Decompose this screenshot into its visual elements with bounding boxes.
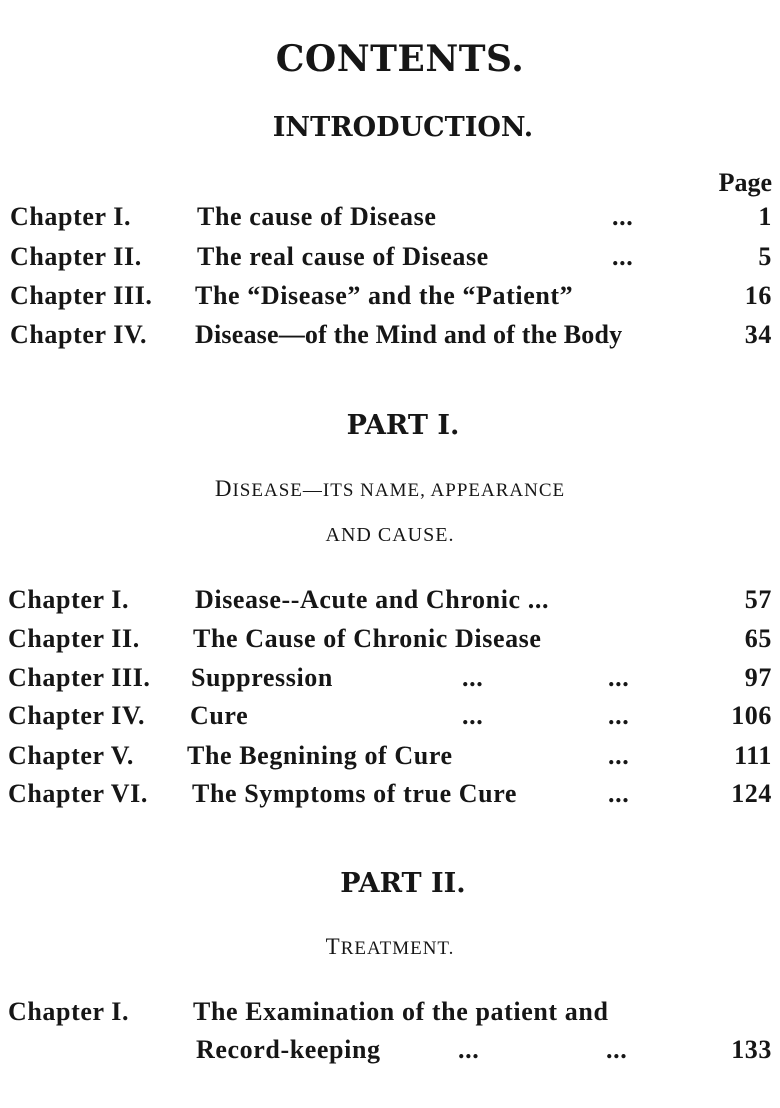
toc-entry[interactable] xyxy=(0,281,780,315)
page-number: 16 xyxy=(744,281,772,310)
chapter-title: Cure xyxy=(190,701,249,730)
page-number: 133 xyxy=(731,1035,772,1064)
toc-entry[interactable] xyxy=(0,779,780,813)
chapter-title: Disease--Acute and Chronic ... xyxy=(195,585,550,614)
introduction-heading: INTRODUCTION. xyxy=(272,112,534,143)
chapter-label: Chapter V. xyxy=(8,741,134,770)
leader-dots: ... xyxy=(612,202,634,231)
toc-entry[interactable] xyxy=(0,320,780,354)
part2-heading: PART II. xyxy=(340,868,466,899)
part2-subtitle xyxy=(0,934,780,960)
toc-entry[interactable] xyxy=(0,202,780,236)
toc-entry[interactable] xyxy=(0,663,780,697)
leader-dots: ... xyxy=(462,663,484,692)
contents-title: CONTENTS. xyxy=(275,38,525,80)
chapter-title: The “Disease” and the “Patient” xyxy=(195,281,574,310)
chapter-title: The Examination of the patient and xyxy=(193,997,609,1026)
subtitle-cap: D xyxy=(214,476,233,501)
chapter-label: Chapter VI. xyxy=(8,779,148,808)
page-number: 5 xyxy=(758,242,772,271)
page-number: 111 xyxy=(734,741,772,770)
chapter-title: The Symptoms of true Cure xyxy=(192,779,518,808)
leader-dots: ... xyxy=(606,1035,628,1064)
toc-entry[interactable] xyxy=(0,997,780,1031)
page-number: 65 xyxy=(744,624,772,653)
chapter-title-continued: Record-keeping xyxy=(196,1035,381,1064)
page-number: 106 xyxy=(731,701,772,730)
chapter-label: Chapter I. xyxy=(8,997,130,1026)
chapter-label: Chapter III. xyxy=(10,281,153,310)
page-number: 124 xyxy=(731,779,772,808)
page-number: 97 xyxy=(744,663,772,692)
toc-entry[interactable] xyxy=(0,741,780,775)
subtitle-text: TS NAME, APPEARANCE xyxy=(330,480,566,501)
leader-dots: ... xyxy=(458,1035,480,1064)
part1-subtitle xyxy=(0,476,780,502)
toc-entry[interactable] xyxy=(0,242,780,276)
toc-entry-continuation[interactable] xyxy=(0,1035,780,1069)
part1-subtitle-line2: AND CAUSE. xyxy=(325,524,455,546)
chapter-label: Chapter I. xyxy=(10,202,132,231)
page-column-label: Page xyxy=(718,168,772,197)
page-number: 57 xyxy=(744,585,772,614)
leader-dots: ... xyxy=(608,741,630,770)
chapter-label: Chapter II. xyxy=(10,242,142,271)
subtitle-text: ISEASE—I xyxy=(232,480,331,501)
toc-entry[interactable] xyxy=(0,585,780,619)
chapter-title: The Begnining of Cure xyxy=(187,741,453,770)
chapter-label: Chapter II. xyxy=(8,624,140,653)
chapter-label: Chapter IV. xyxy=(8,701,146,730)
leader-dots: ... xyxy=(612,242,634,271)
toc-entry[interactable] xyxy=(0,701,780,735)
leader-dots: ... xyxy=(608,779,630,808)
leader-dots: ... xyxy=(608,701,630,730)
chapter-title: The real cause of Disease xyxy=(197,242,489,271)
chapter-label: Chapter I. xyxy=(8,585,130,614)
leader-dots: ... xyxy=(608,663,630,692)
page-number: 1 xyxy=(758,202,772,231)
subtitle-text: REATMENT. xyxy=(340,938,455,959)
chapter-label: Chapter III. xyxy=(8,663,151,692)
chapter-title: Disease—of the Mind and of the Body xyxy=(195,320,623,349)
page-number: 34 xyxy=(744,320,772,349)
leader-dots: ... xyxy=(462,701,484,730)
part1-heading: PART I. xyxy=(346,410,460,441)
toc-entry[interactable] xyxy=(0,624,780,658)
chapter-title: The Cause of Chronic Disease xyxy=(193,624,542,653)
subtitle-cap: T xyxy=(325,934,341,959)
chapter-title: Suppression xyxy=(191,663,333,692)
chapter-title: The cause of Disease xyxy=(197,202,437,231)
chapter-label: Chapter IV. xyxy=(10,320,148,349)
